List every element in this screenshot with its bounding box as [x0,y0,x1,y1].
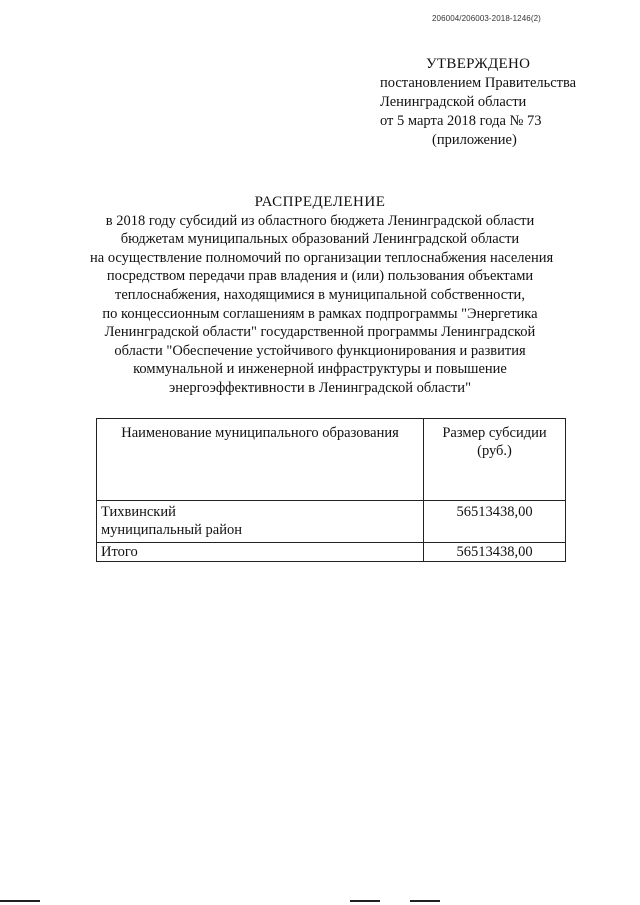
approval-heading: УТВЕРЖДЕНО [426,56,531,72]
title-line: в 2018 году субсидий из областного бюджета Ленинградской области [105,212,535,229]
title-line: бюджетам муниципальных образований Ленинградской области [120,231,520,248]
total-label: Итого [97,543,424,562]
title-line: области "Обеспечение устойчивого функционирования и развития [114,342,526,359]
title-line: теплоснабжения, находящимися в муниципальной собственности, [115,286,525,303]
header-municipality: Наименование муниципального образования [97,419,424,501]
approval-line: Ленинградской области [380,94,527,110]
amount-cell: 56513438,00 [424,501,566,543]
header-amount [424,419,566,501]
total-row [97,543,566,562]
title-line: коммунальной и инженерной инфраструктуры и повышение [133,361,507,378]
title-line: энергоэффективности в Ленинградской области" [169,379,471,396]
scan-edge-mark [410,900,440,902]
title-line: посредством передачи прав владения и (или) пользования объектами [106,268,534,285]
header-amount-label: Размер субсидии [442,425,547,441]
approval-line: от 5 марта 2018 года № 73 [380,113,542,129]
document-title: РАСПРЕДЕЛЕНИЕ [254,194,386,210]
approval-stamp [380,55,630,150]
document-title-block [90,193,554,398]
scan-edge-mark [0,900,40,902]
municipality-cell [97,501,424,543]
total-amount: 56513438,00 [424,543,566,562]
municipality-name-line: муниципальный район [101,522,242,538]
approval-note: (приложение) [432,132,517,148]
title-line: на осуществление полномочий по организации теплоснабжения населения [90,249,554,266]
municipality-name-line: Тихвинский [101,504,176,520]
subsidy-table [96,418,566,562]
title-line: по концессионным соглашениям в рамках подпрограммы "Энергетика [102,305,538,322]
title-line: Ленинградской области" государственной программы Ленинградской [104,324,536,341]
scan-edge-mark [350,900,380,902]
header-amount-unit: (руб.) [477,443,512,459]
table-header-row [97,419,566,501]
table-row [97,501,566,543]
approval-line: постановлением Правительства [380,75,577,91]
document-id: 206004/206003-2018-1246(2) [432,14,541,23]
